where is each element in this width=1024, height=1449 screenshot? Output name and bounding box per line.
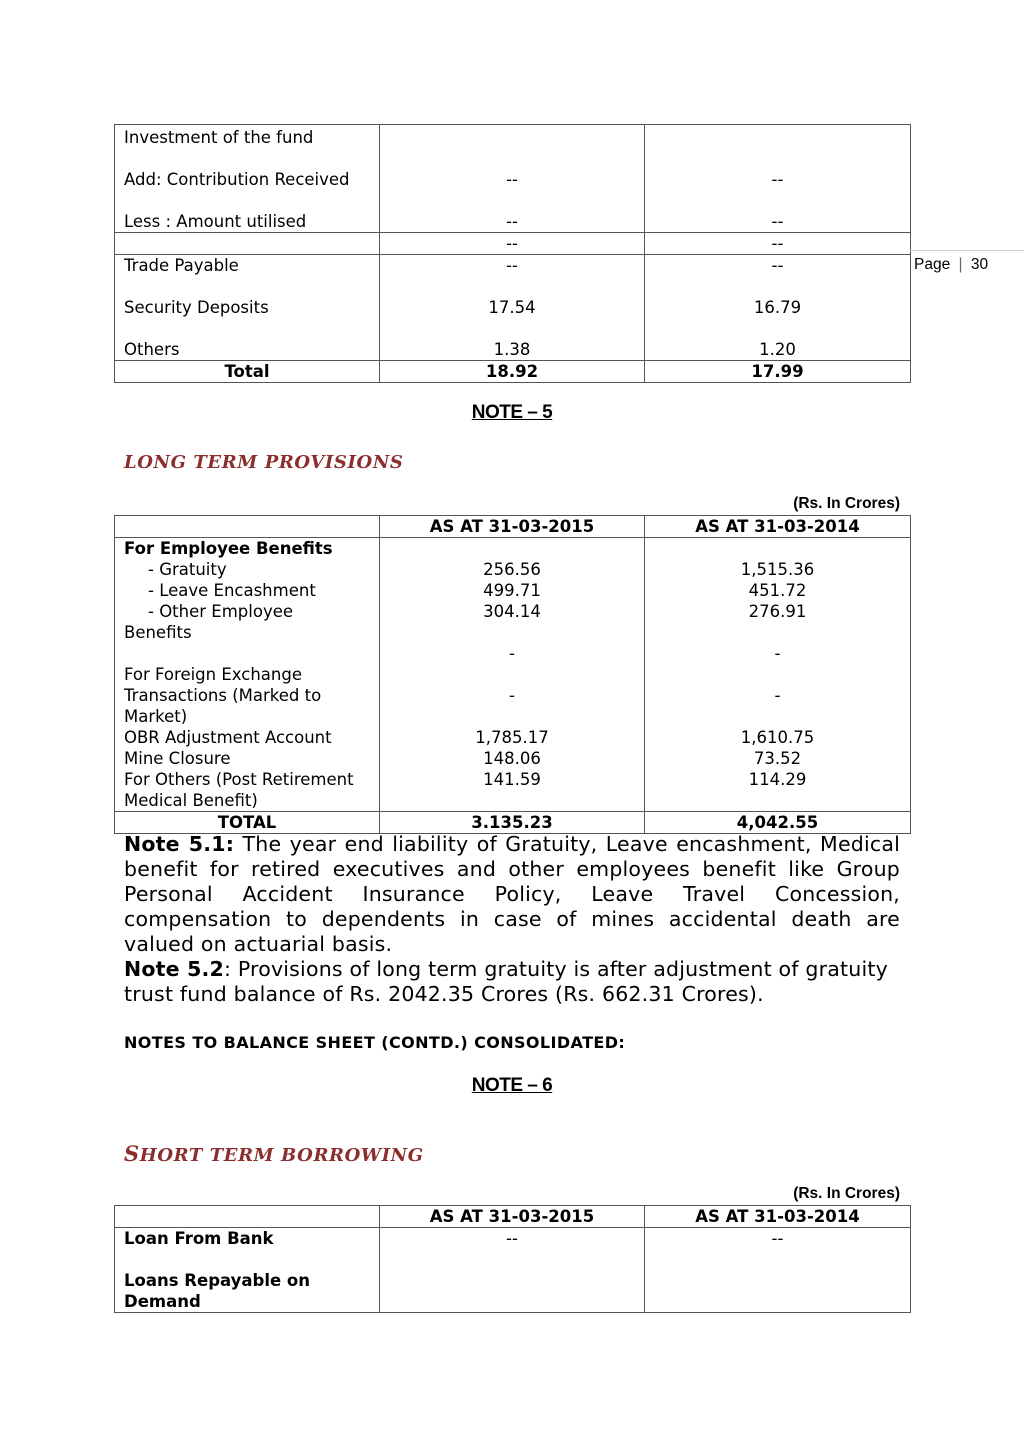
col-header-2015: AS AT 31-03-2015 (380, 516, 645, 538)
note-5-1 (124, 832, 900, 957)
row-label: Others (124, 340, 180, 359)
table-row (115, 233, 911, 255)
spacer (645, 706, 910, 727)
note5-units: (Rs. In Crores) (793, 495, 900, 512)
cell-value: -- (771, 170, 784, 189)
cell-value (645, 127, 910, 148)
page-margin-rule (910, 250, 1024, 251)
note6-title-first: S (124, 1141, 140, 1166)
row-label: Mine Closure (124, 749, 231, 768)
cell-value: 499.71 (483, 581, 541, 600)
cell-value: -- (771, 1229, 784, 1248)
cell-value: -- (645, 233, 911, 255)
header-blank (115, 1206, 380, 1228)
page-separator: | (958, 256, 963, 273)
short-term-borrowing-table (114, 1205, 911, 1313)
spacer (645, 622, 910, 643)
page-number (914, 256, 988, 274)
table-row (115, 538, 911, 812)
header-row (115, 1206, 911, 1228)
consolidated-heading: NOTES TO BALANCE SHEET (CONTD.) CONSOLIDATED: (124, 1033, 626, 1052)
note6-title-rest: HORT TERM BORROWING (139, 1145, 424, 1166)
note5-heading: NOTE – 5 (471, 402, 553, 423)
cell-value: -- (506, 170, 518, 189)
total-row (115, 812, 911, 834)
row-label: Trade Payable (124, 256, 239, 275)
cell-value: -- (506, 256, 518, 275)
total-value: 18.92 (380, 361, 645, 383)
header-blank (115, 516, 380, 538)
cell-value: 141.59 (483, 770, 541, 789)
cell-value: 1,785.17 (475, 728, 549, 747)
long-term-provisions-table (114, 515, 911, 834)
note5-title: LONG TERM PROVISIONS (124, 452, 404, 473)
cell-value: -- (506, 1229, 518, 1248)
row-label: - Gratuity (148, 560, 227, 579)
row-label (115, 233, 380, 255)
group-header: For Employee Benefits (124, 539, 333, 558)
total-label: TOTAL (115, 812, 380, 834)
row-label: Market) (124, 707, 188, 726)
row-label: For Others (Post Retirement (124, 770, 354, 789)
row-label: Loan From Bank (124, 1229, 274, 1248)
spacer (380, 622, 644, 643)
cell-value: 304.14 (483, 602, 541, 621)
note-5-2-label: Note 5.2 (124, 957, 224, 981)
cell-value: - (509, 644, 515, 663)
cell-value: 1.38 (493, 340, 531, 359)
cell-value: - (774, 644, 781, 663)
spacer (380, 664, 644, 685)
spacer (124, 643, 379, 664)
row-label: Less : Amount utilised (124, 212, 307, 231)
row-label: - Leave Encashment (148, 581, 316, 600)
row-label: Demand (124, 1292, 201, 1311)
table-row (115, 255, 911, 361)
cell-value: 1,515.36 (740, 560, 815, 579)
row-label: Transactions (Marked to (124, 686, 322, 705)
cell-value: -- (771, 212, 784, 231)
spacer (645, 538, 910, 559)
total-value: 3.135.23 (380, 812, 645, 834)
cell-value: 1,610.75 (740, 728, 815, 747)
cell-value: -- (771, 256, 784, 275)
total-row (115, 361, 911, 383)
note6-heading: NOTE – 6 (471, 1075, 553, 1096)
spacer (380, 706, 644, 727)
col-header-2014: AS AT 31-03-2014 (645, 516, 911, 538)
header-row (115, 516, 911, 538)
cell-value: -- (380, 233, 645, 255)
table-row (115, 1228, 911, 1313)
spacer (380, 538, 644, 559)
note-5-1-text: The year end liability of Gratuity, Leave encashment, Medical benefit for retired executives and other employees benefit like Group Personal Accident Insurance Policy, Leave Travel Concession, compensation to dependents in case of mines accidental death are valued on actuarial basis. (124, 832, 900, 956)
cell-value: 276.91 (748, 602, 807, 621)
cell-value: 16.79 (753, 298, 802, 317)
row-label: Loans Repayable on (124, 1271, 311, 1290)
cell-value: 73.52 (753, 749, 802, 768)
cell-value: 148.06 (483, 749, 541, 768)
row-label: Security Deposits (124, 298, 269, 317)
cell-value: 114.29 (748, 770, 807, 789)
row-label: Add: Contribution Received (124, 170, 350, 189)
top-liabilities-table (114, 124, 911, 383)
note6-units: (Rs. In Crores) (793, 1185, 900, 1202)
row-label: Medical Benefit) (124, 791, 258, 810)
cell-value: 1.20 (759, 340, 796, 359)
cell-value: - (774, 686, 781, 705)
cell-value: 451.72 (748, 581, 807, 600)
cell-value: - (509, 686, 515, 705)
page-label: Page (914, 256, 951, 273)
row-label: - Other Employee (148, 602, 294, 621)
col-header-2014: AS AT 31-03-2014 (645, 1206, 911, 1228)
cell-value: 17.54 (488, 298, 536, 317)
cell-value: 256.56 (483, 560, 541, 579)
row-label: Benefits (124, 623, 192, 642)
row-label: OBR Adjustment Account (124, 728, 332, 747)
col-header-2015: AS AT 31-03-2015 (380, 1206, 645, 1228)
note-5-2 (124, 957, 900, 1007)
cell-value (380, 127, 644, 148)
note-5-1-label: Note 5.1: (124, 832, 235, 856)
cell-value: -- (506, 212, 518, 231)
total-value: 4,042.55 (645, 812, 911, 834)
row-label: For Foreign Exchange (124, 665, 302, 684)
row-label: Investment of the fund (124, 128, 314, 147)
note-5-2-text: : Provisions of long term gratuity is after adjustment of gratuity trust fund balance of Rs. 2042.35 Crores (Rs. 662.31 Crores). (124, 957, 888, 1006)
page-number-value: 30 (970, 256, 989, 273)
total-value: 17.99 (645, 361, 911, 383)
note6-title (124, 1141, 424, 1166)
spacer (645, 664, 910, 685)
table-row (115, 125, 911, 233)
total-label: Total (115, 361, 380, 383)
